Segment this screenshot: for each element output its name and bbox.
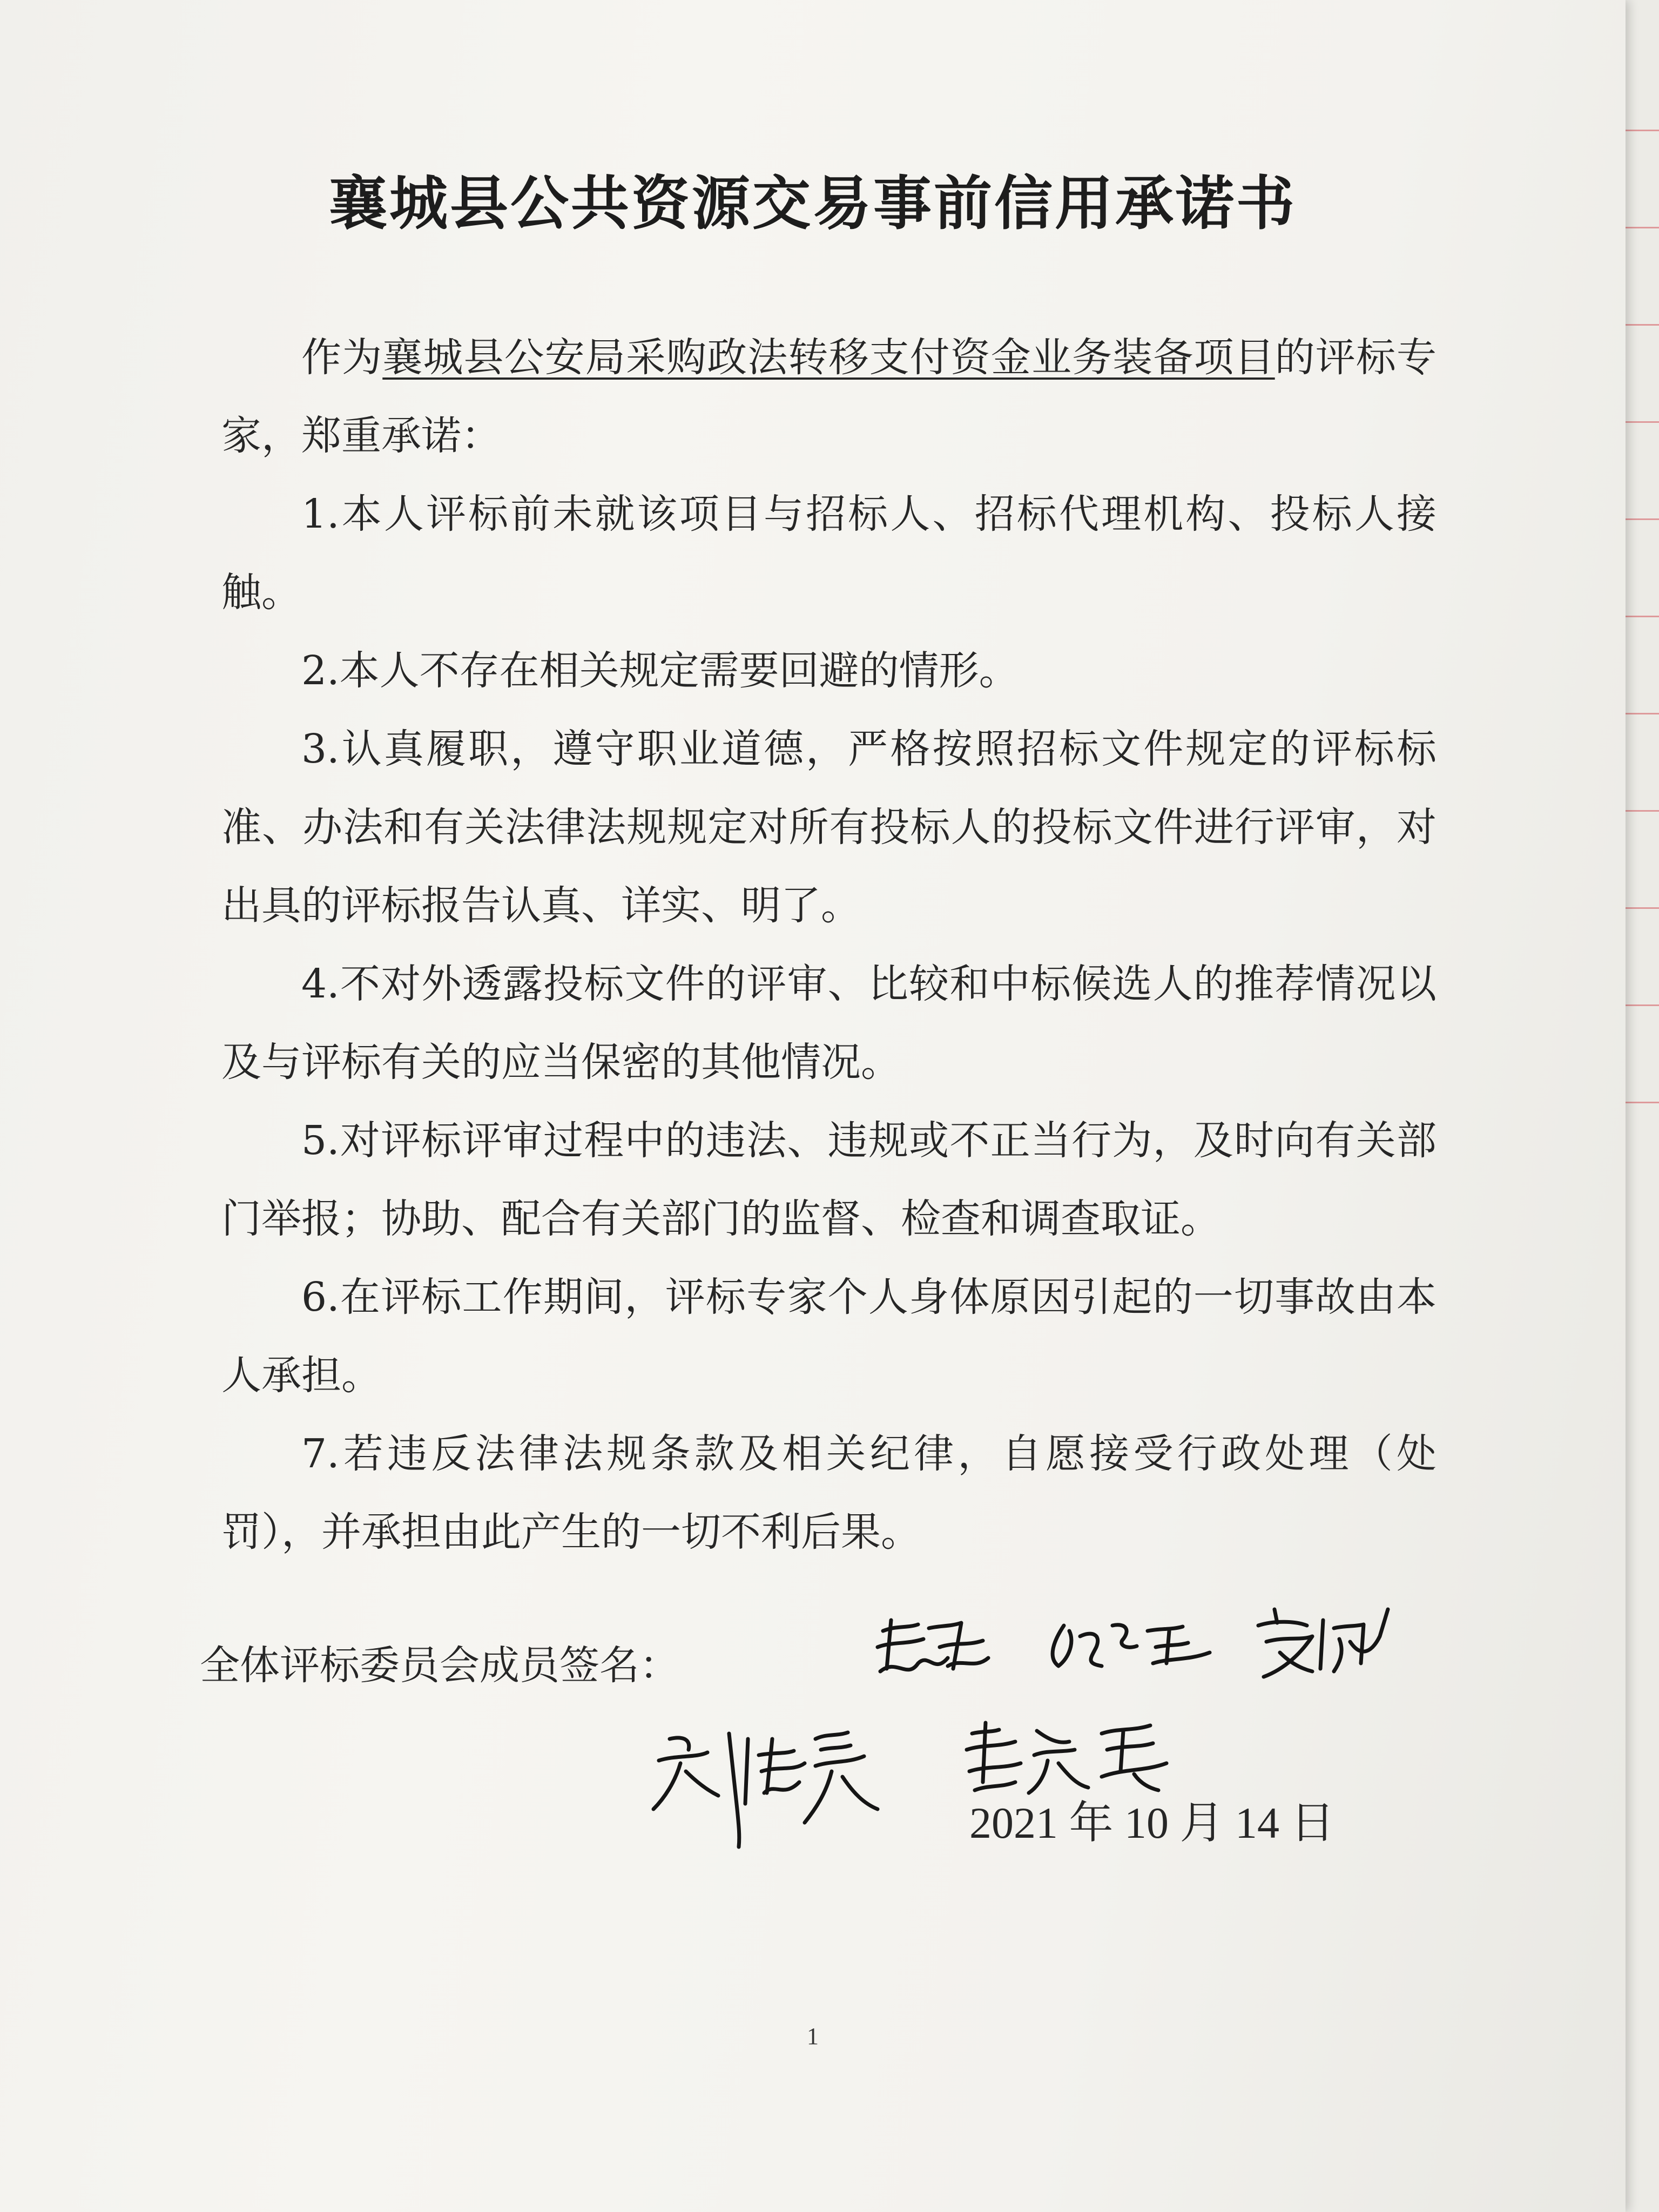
page-number: 1 xyxy=(807,2023,819,2049)
signature-label: 全体评标委员会成员签名： xyxy=(200,1642,679,1689)
signature-2 xyxy=(1053,1625,1210,1666)
commitment-item-4: 4.不对外透露投标文件的评审、比较和中标候选人的推荐情况以及与评标有关的应当保密的其他情况。 xyxy=(221,961,1437,1085)
commitment-item-5: 5.对评标评审过程中的违法、违规或不正当行为，及时向有关部门举报；协助、配合有关部门的监督、检查和调查取证。 xyxy=(221,1117,1437,1242)
commitment-item-1: 1.本人评标前未就该项目与招标人、招标代理机构、投标人接触。 xyxy=(221,491,1437,616)
signing-date: 2021 年 10 月 14 日 xyxy=(969,1798,1335,1847)
commitment-item-2: 2.本人不存在相关规定需要回避的情形。 xyxy=(301,648,1019,694)
project-name: 襄城县公安局采购政法转移支付资金业务装备项目 xyxy=(382,334,1275,381)
commitment-item-6: 6.在评标工作期间，评标专家个人身体原因引起的一切事故由本人承担。 xyxy=(221,1274,1437,1399)
signature-3 xyxy=(1258,1609,1388,1677)
signature-4 xyxy=(653,1732,878,1847)
intro-prefix: 作为 xyxy=(301,334,383,381)
intro-paragraph xyxy=(221,319,1437,475)
commitment-item-7: 7.若违反法律法规条款及相关纪律，自愿接受行政处理（处罚），并承担由此产生的一切不利后果。 xyxy=(221,1431,1437,1555)
commitment-item-3: 3.认真履职，遵守职业道德，严格按照招标文件规定的评标标准、办法和有关法律法规规定对所有投标人的投标文件进行评审，对出具的评标报告认真、详实、明了。 xyxy=(221,726,1437,929)
signature-5 xyxy=(967,1723,1166,1793)
document-body xyxy=(221,319,1437,1572)
intro-suffix: 的评标专家，郑重承诺： xyxy=(221,334,1437,459)
document-title: 襄城县公共资源交易事前信用承诺书 xyxy=(328,170,1297,238)
signature-1 xyxy=(878,1620,988,1671)
